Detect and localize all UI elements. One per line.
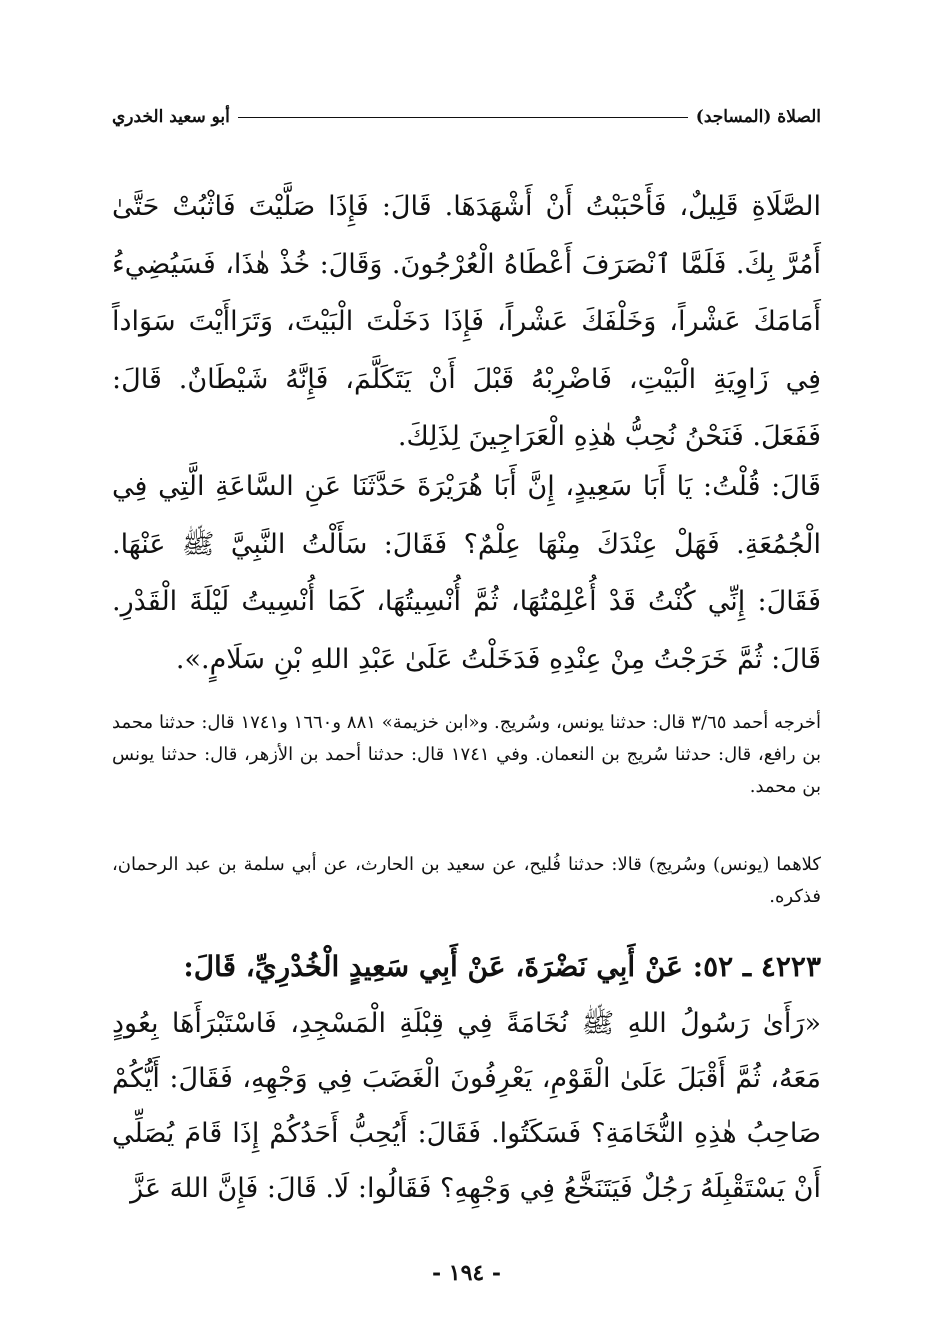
hadith-heading: ٤٢٢٣ ـ ٥٢: عَنْ أَبِي نَضْرَةَ، عَنْ أَبِي سَعِيدٍ الْخُدْرِيِّ، قَالَ:	[183, 950, 821, 983]
header-narrator: أبو سعيد الخدري	[112, 107, 230, 127]
header-rule	[238, 117, 688, 118]
header-section-title: الصلاة (المساجد)	[695, 107, 821, 127]
footnote-1: أخرجه أحمد ٣/٦٥ قال: حدثنا يونس، وسُريج. و«ابن خزيمة» ٨٨١ و١٦٦٠ و١٧٤١ قال: حدثنا محمد بن رافع، قال: حدثنا سُريج بن النعمان. وفي ١٧٤١ قال: حدثنا أحمد بن الأزهر، قال: حدثنا يونس بن محمد.	[112, 712, 821, 797]
page-number: - ١٩٤ -	[431, 1260, 502, 1286]
paragraph-2: قَالَ: قُلْتُ: يَا أَبَا سَعِيدٍ، إِنَّ أَبَا هُرَيْرَةَ حَدَّثَنَا عَنِ السَّاعَةِ الَّتِي فِي الْجُمُعَةِ. فَهَلْ عِنْدَكَ مِنْهَا عِلْمٌ؟ فَقَالَ: سَأَلْتُ النَّبِيَّ ﷺ عَنْهَا. فَقَالَ: إِنِّي كُنْتُ قَدْ أُعْلِمْتُهَا، ثُمَّ أُنْسِيتُهَا، كَمَا أُنْسِيتُ لَيْلَةَ الْقَدْرِ. قَالَ: ثُمَّ خَرَجْتُ مِنْ عِنْدِهِ فَدَخَلْتُ عَلَىٰ عَبْدِ اللهِ بْنِ سَلَامٍ.».	[112, 471, 821, 675]
running-header	[112, 104, 821, 130]
hadith-text: «رَأَىٰ رَسُولُ اللهِ ﷺ نُخَامَةً فِي قِبْلَةِ الْمَسْجِدِ، فَاسْتَبْرَأَهَا بِعُودٍ مَعَهُ، ثُمَّ أَقْبَلَ عَلَىٰ الْقَوْمِ، يَعْرِفُونَ الْغَضَبَ فِي وَجْهِهِ، فَقَالَ: أَيُّكُمْ صَاحِبُ هٰذِهِ النُّخَامَةِ؟ فَسَكَتُوا. فَقَالَ: أَيُحِبُّ أَحَدُكُمْ إِذَا قَامَ يُصَلِّي أَنْ يَسْتَقْبِلَهُ رَجُلٌ فَيَتَنَخَّعُ فِي وَجْهِهِ؟ فَقَالُوا: لَا. قَالَ: فَإِنَّ اللهَ عَزَّ	[112, 1008, 821, 1204]
footnote-2: كلاهما (يونس) وسُريج) قالا: حدثنا فُليح، عن سعيد بن الحارث، عن أبي سلمة بن عبد الرحمان، فذكره.	[112, 854, 821, 907]
paragraph-1: الصَّلَاةِ قَلِيلٌ، فَأَحْبَبْتُ أَنْ أَشْهَدَهَا. قَالَ: فَإِذَا صَلَّيْتَ فَاثْبُتْ حَتَّىٰ أَمُرَّ بِكَ. فَلَمَّا ٱنْصَرَفَ أَعْطَاهُ الْعُرْجُونَ. وَقَالَ: خُذْ هٰذَا، فَسَيُضِيءُ أَمَامَكَ عَشْراً، وَخَلْفَكَ عَشْراً، فَإِذَا دَخَلْتَ الْبَيْتَ، وَتَرَاأَيْتَ سَوَاداً فِي زَاوِيَةِ الْبَيْتِ، فَاضْرِبْهُ قَبْلَ أَنْ يَتَكَلَّمَ، فَإِنَّهُ شَيْطَانٌ. قَالَ: فَفَعَلَ. فَنَحْنُ نُحِبُّ هٰذِهِ الْعَرَاجِينَ لِذَلِكَ.	[112, 191, 821, 452]
